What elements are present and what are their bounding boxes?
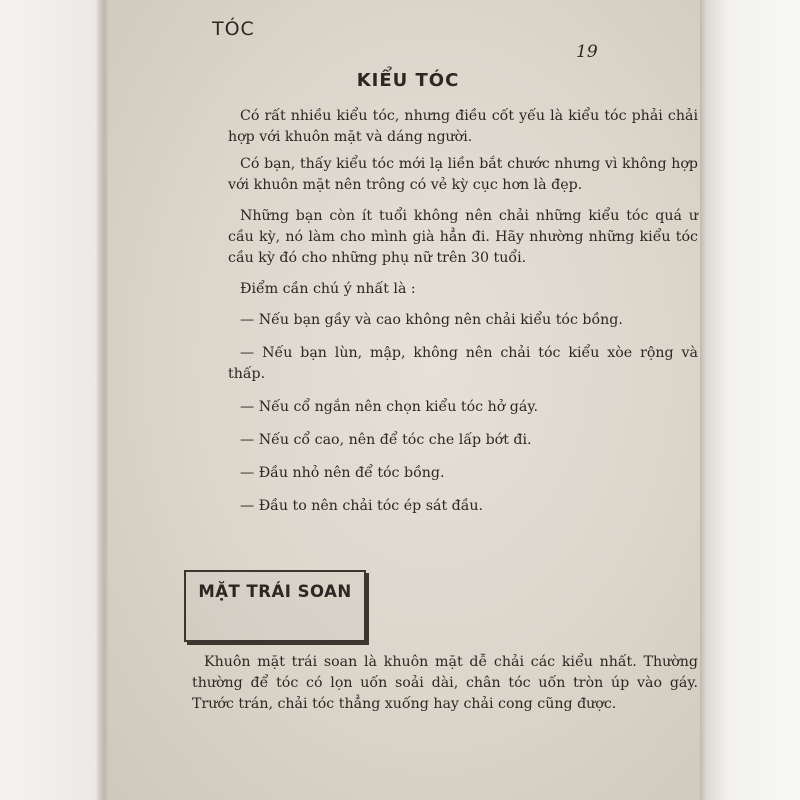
running-title: TÓC <box>212 18 255 40</box>
book-page <box>108 0 700 800</box>
section1-body <box>228 106 698 517</box>
paragraph: Khuôn mặt trái soan là khuôn mặt dễ chải các kiểu nhất. Thường thường để tóc có lọn uốn soải dài, chân tóc uốn tròn úp vào gáy. Trước trán, chải tóc thẳng xuống hay chải cong cũng được. <box>192 654 698 712</box>
list-item: — Nếu bạn lùn, mập, không nên chải tóc kiểu xòe rộng và thấp. <box>228 345 698 382</box>
adjacent-page-edge <box>698 0 800 800</box>
list-item: — Nếu cổ cao, nên để tóc che lấp bớt đi. <box>240 432 532 448</box>
list-item: — Đầu nhỏ nên để tóc bồng. <box>240 465 445 481</box>
list-item: — Nếu bạn gầy và cao không nên chải kiểu tóc bồng. <box>240 312 623 328</box>
paragraph: Những bạn còn ít tuổi không nên chải những kiểu tóc quá ư cầu kỳ, nó làm cho mình già hẳn đi. Hãy nhường những kiểu tóc cầu kỳ đó cho những phụ nữ trên 30 tuổi. <box>228 208 698 266</box>
list-item: — Đầu to nên chải tóc ép sát đầu. <box>240 498 484 514</box>
paragraph: Có bạn, thấy kiểu tóc mới lạ liền bắt chước nhưng vì không hợp với khuôn mặt nên trông có vẻ kỳ cục hơn là đẹp. <box>228 156 698 193</box>
list-intro: Điểm cần chú ý nhất là : <box>240 281 416 297</box>
page-number: 19 <box>576 42 598 62</box>
list-item: — Nếu cổ ngắn nên chọn kiểu tóc hở gáy. <box>240 399 538 415</box>
section2-heading-box <box>184 570 366 642</box>
section2-body <box>192 652 698 715</box>
section-title: MẶT TRÁI SOAN <box>198 582 352 601</box>
paragraph: Có rất nhiều kiểu tóc, nhưng điều cốt yếu là kiểu tóc phải chải hợp với khuôn mặt và dáng người. <box>228 108 698 145</box>
section-title: KIỂU TÓC <box>356 70 460 91</box>
